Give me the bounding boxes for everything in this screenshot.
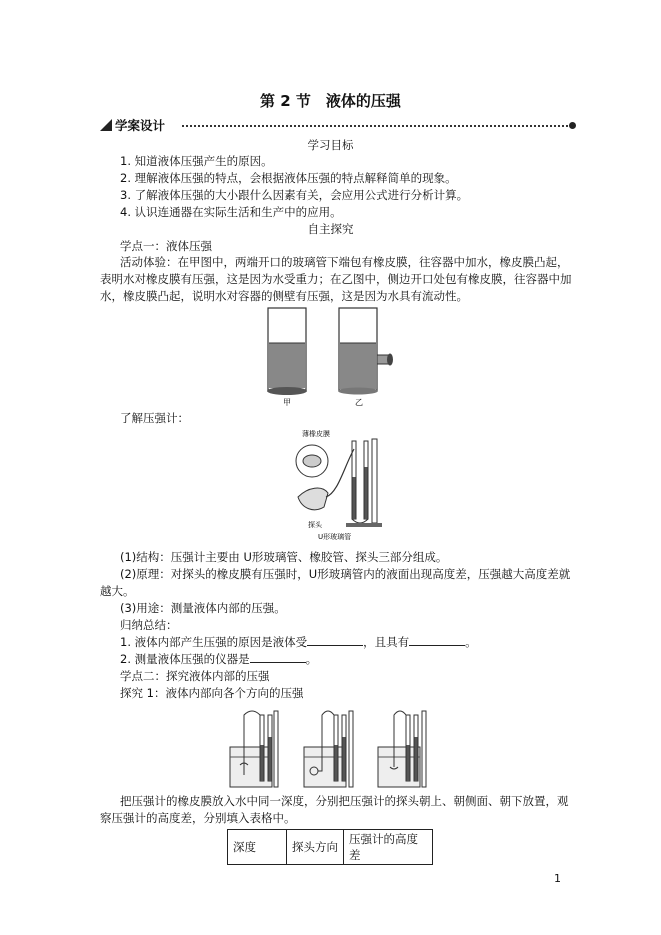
gauge-use: (3)用途：测量液体内部的压强。 — [120, 601, 286, 615]
summary-item-1: 1. 液体内部产生压强的原因是液体受 ，且具有 。 — [120, 635, 477, 649]
dot-icon — [569, 122, 576, 129]
pressure-gauge-figure — [288, 427, 403, 540]
probe-direction-figure — [222, 705, 437, 790]
utube-label: U形玻璃管 — [318, 533, 352, 540]
objective-item: 2. 理解液体压强的特点，会根据液体压强的特点解释简单的现象。 — [120, 171, 457, 185]
gauge-principle: (2)原理：对探头的橡皮膜有压强时，U形玻璃管内的液面出现高度差，压强越大高度差就越大。 — [100, 567, 571, 598]
setup-probe-side — [304, 711, 353, 787]
banner-label: 学案设计 — [115, 118, 166, 133]
objectives-heading: 学习目标 — [307, 138, 354, 152]
section-banner — [100, 116, 576, 136]
membrane-label: 薄橡皮膜 — [302, 430, 330, 438]
page-title: 第 2 节 液体的压强 — [260, 92, 401, 110]
results-table — [227, 829, 433, 865]
figure-label: 甲 — [283, 398, 291, 407]
gauge-structure: (1)结构：压强计主要由 U形玻璃管、橡胶管、探头三部分组成。 — [120, 550, 448, 564]
answer-blank[interactable] — [250, 651, 306, 663]
triangle-icon — [100, 119, 112, 131]
self-study-heading: 自主探究 — [307, 222, 354, 236]
table-header: 探头方向 — [287, 830, 344, 865]
dotted-rule — [182, 125, 568, 127]
objective-item: 3. 了解液体压强的大小跟什么因素有关，会应用公式进行分析计算。 — [120, 188, 469, 202]
figure-label: 乙 — [355, 398, 363, 407]
instruction-paragraph: 把压强计的橡皮膜放入水中同一深度，分别把压强计的探头朝上、朝侧面、朝下放置，观察压强计的高度差，分别填入表格中。 — [100, 794, 569, 825]
activity-paragraph: 活动体验：在甲图中，两端开口的玻璃管下端包有橡皮膜，往容器中加水，橡皮膜凸起，表明水对橡皮膜有压强，这是因为水受重力；在乙图中，侧边开口处包有橡皮膜，往容器中加水，橡皮膜凸起，说明水对容器的侧壁有压强，这是因为水具有流动性。 — [100, 255, 572, 303]
setup-probe-down — [378, 711, 426, 787]
summary-heading: 归纳总结： — [120, 618, 178, 632]
probe-label: 探头 — [308, 521, 322, 529]
table-header: 深度 — [228, 830, 287, 865]
table-row — [228, 830, 433, 865]
summary-item-2: 2. 测量液体压强的仪器是 。 — [120, 652, 318, 666]
setup-probe-up — [230, 711, 278, 787]
answer-blank[interactable] — [307, 634, 363, 646]
explore1-heading: 探究 1：液体内部向各个方向的压强 — [120, 686, 304, 700]
page-number: 1 — [554, 872, 561, 885]
answer-blank[interactable] — [409, 634, 465, 646]
tube-figure — [255, 305, 405, 407]
figure-yi — [338, 308, 393, 395]
figure-jia — [267, 308, 307, 395]
point1-heading: 学点一：液体压强 — [120, 239, 212, 253]
gauge-intro: 了解压强计： — [120, 411, 189, 425]
objective-item: 4. 认识连通器在实际生活和生产中的应用。 — [120, 205, 342, 219]
point2-heading: 学点二：探究液体内部的压强 — [120, 669, 270, 683]
objective-item: 1. 知道液体压强产生的原因。 — [120, 154, 273, 168]
table-header: 压强计的高度差 — [344, 830, 433, 865]
